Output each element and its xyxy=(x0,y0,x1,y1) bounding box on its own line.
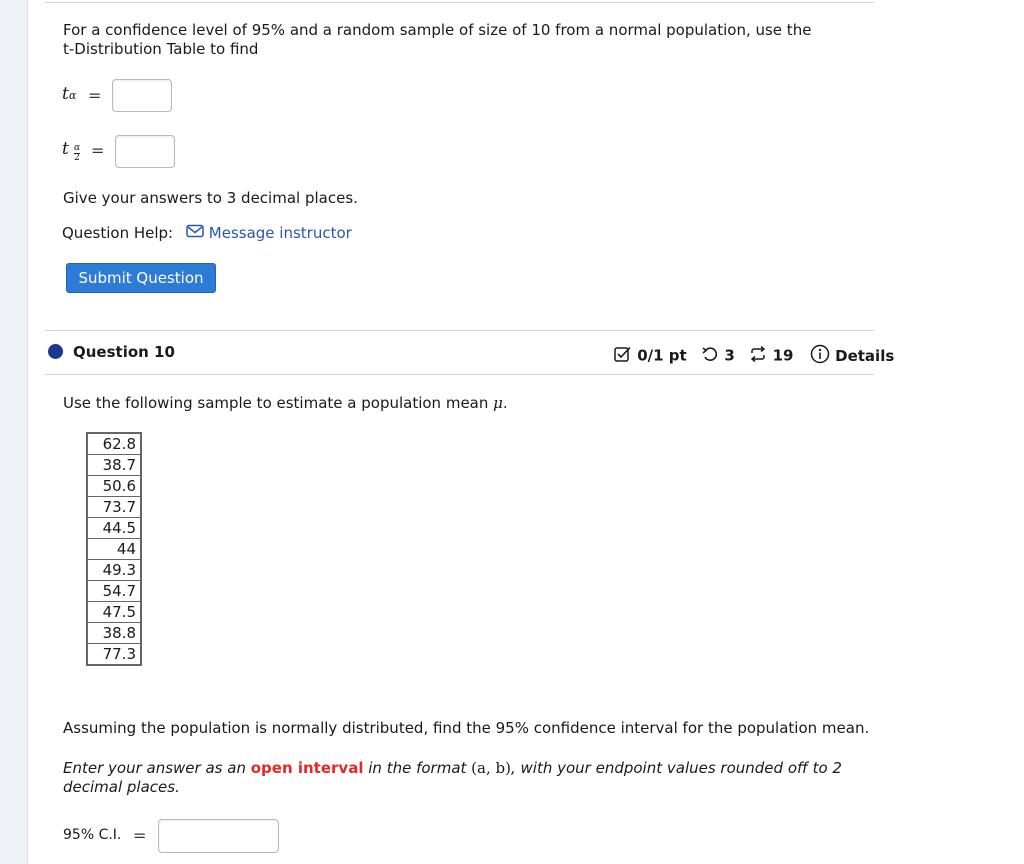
question-status-dot xyxy=(48,344,63,359)
question-meta xyxy=(614,344,894,368)
sample-row xyxy=(88,539,141,560)
question-intro: Use the following sample to estimate a population mean μ. xyxy=(63,394,508,412)
message-instructor-label: Message instructor xyxy=(208,224,352,242)
t-alpha-equals: = xyxy=(88,86,102,105)
sample-value: 62.8 xyxy=(88,434,141,455)
sample-row xyxy=(88,497,141,518)
sample-row xyxy=(88,581,141,602)
message-instructor-link[interactable] xyxy=(186,224,352,243)
sample-row xyxy=(88,434,141,455)
question-header-bottom-rule xyxy=(45,374,874,375)
sample-value: 49.3 xyxy=(88,560,141,581)
t-half-alpha-input[interactable] xyxy=(115,135,175,168)
ci-input[interactable] xyxy=(158,819,279,853)
sample-data-table xyxy=(86,432,142,666)
sample-value: 54.7 xyxy=(88,581,141,602)
info-icon xyxy=(810,344,830,368)
sample-value: 44 xyxy=(88,539,141,560)
prev-question-prompt: For a confidence level of 95% and a random sample of size of 10 from a normal population, use the t-Distribution Table to find xyxy=(63,21,812,58)
sample-row xyxy=(88,623,141,644)
sample-row xyxy=(88,518,141,539)
sample-value: 44.5 xyxy=(88,518,141,539)
retries-count: 3 xyxy=(724,346,735,365)
repeat-icon xyxy=(749,346,767,366)
sample-value: 73.7 xyxy=(88,497,141,518)
sample-row xyxy=(88,560,141,581)
left-sidebar-strip xyxy=(0,0,28,864)
instruction-text: Enter your answer as an open interval in the format (a, b), with your endpoint values rounded off to 2 decimal places. xyxy=(63,759,842,796)
envelope-icon xyxy=(186,224,204,243)
sample-row xyxy=(88,602,141,623)
t-alpha-input[interactable] xyxy=(112,79,172,112)
t-alpha-label: tα xyxy=(62,84,77,104)
checkbox-icon xyxy=(614,346,632,366)
question-header-top-rule xyxy=(45,330,874,331)
sample-value: 50.6 xyxy=(88,476,141,497)
sample-row xyxy=(88,455,141,476)
top-divider xyxy=(45,2,874,3)
attempts-count: 19 xyxy=(772,346,794,365)
question-help-label: Question Help: xyxy=(62,224,174,242)
undo-icon xyxy=(701,346,719,366)
details-label: Details xyxy=(835,346,895,365)
decimal-places-note: Give your answers to 3 decimal places. xyxy=(63,189,358,207)
open-interval-highlight: open interval xyxy=(250,759,364,777)
sample-value: 77.3 xyxy=(88,644,141,665)
sample-row xyxy=(88,644,141,665)
assumption-text: Assuming the population is normally distributed, find the 95% confidence interval for the population mean. xyxy=(63,719,870,737)
question-title: Question 10 xyxy=(73,343,175,361)
details-button[interactable] xyxy=(810,347,894,365)
submit-question-button[interactable]: Submit Question xyxy=(66,263,216,293)
score-text: 0/1 pt xyxy=(637,346,687,365)
sample-value: 38.7 xyxy=(88,455,141,476)
sample-value: 38.8 xyxy=(88,623,141,644)
sample-value: 47.5 xyxy=(88,602,141,623)
sample-row xyxy=(88,476,141,497)
t-half-alpha-label: t $\frac{\alpha}{2}$ xyxy=(62,139,81,163)
ci-label: 95% C.I. xyxy=(63,827,122,843)
t-half-alpha-equals: = xyxy=(91,141,105,160)
ci-equals: = xyxy=(133,826,147,845)
